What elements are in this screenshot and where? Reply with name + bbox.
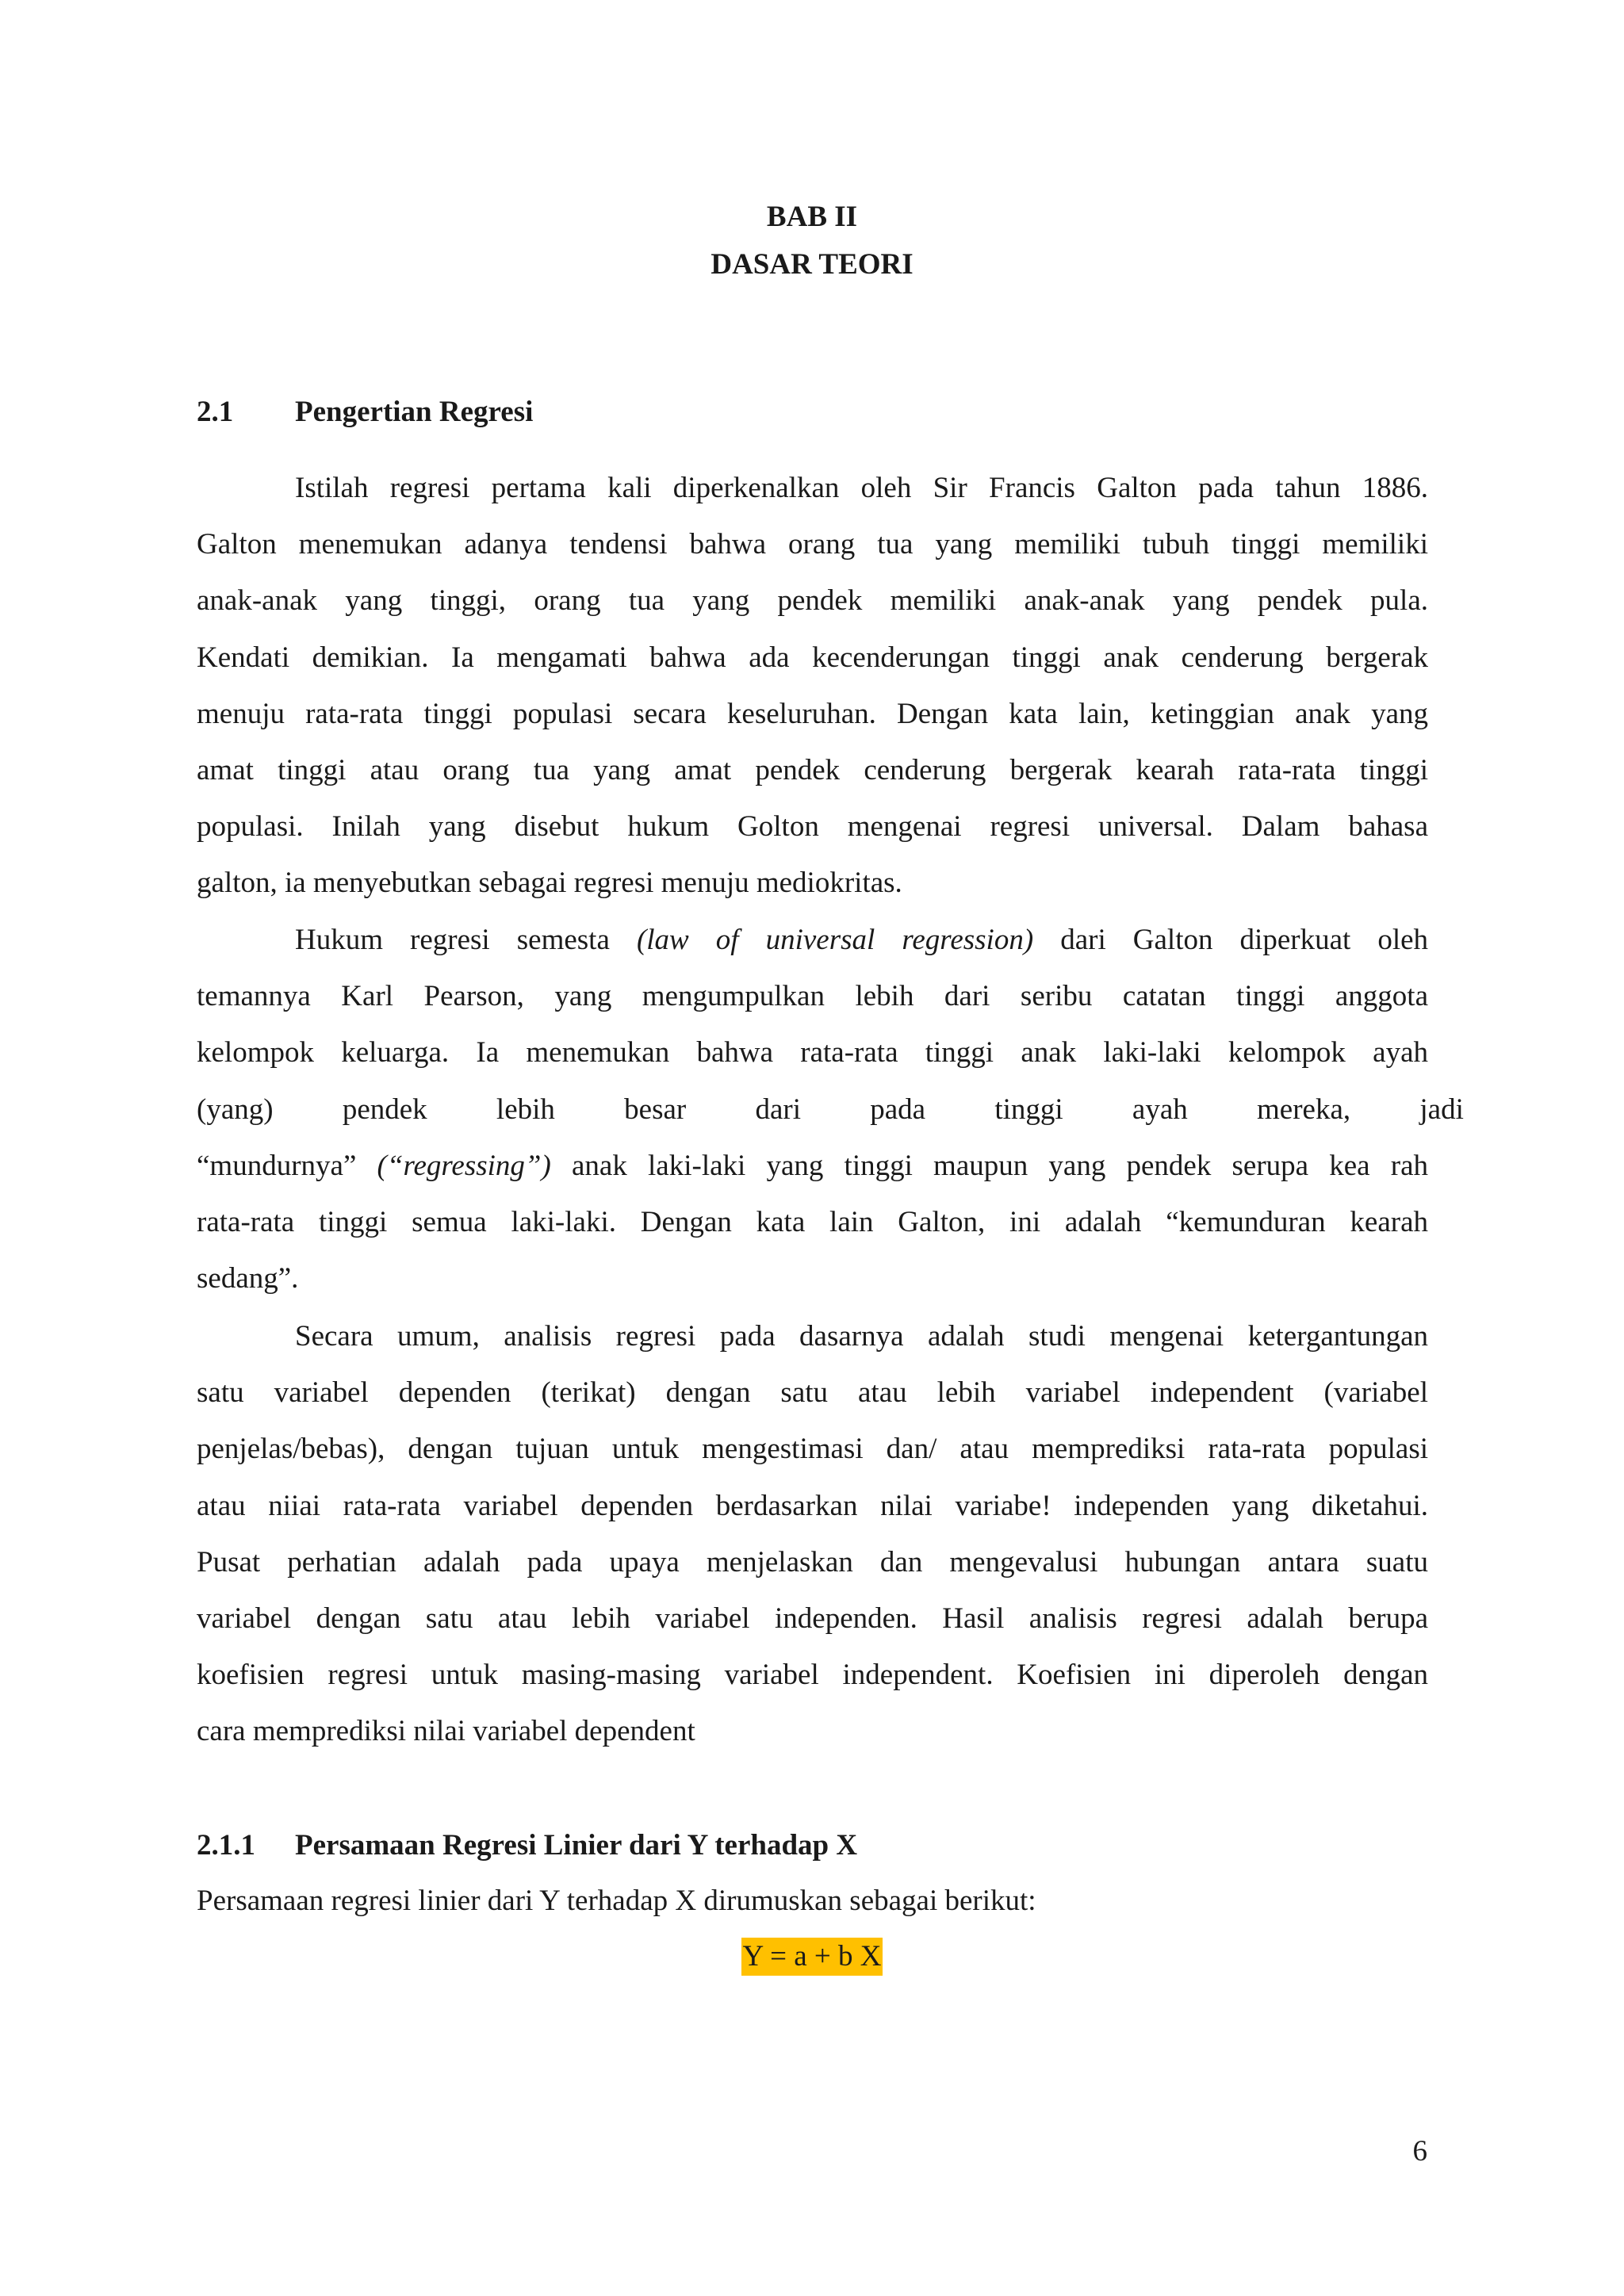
text-line: variabel dengan satu atau lebih variabel independen. Hasil analisis regresi adalah berupa — [197, 1601, 1428, 1635]
section-number: 2.1.1 — [197, 1829, 255, 1862]
text-line: menuju rata-rata tinggi populasi secara keseluruhan. Dengan kata lain, ketinggian anak yang — [197, 697, 1428, 730]
text-line: Pusat perhatian adalah pada upaya menjelaskan dan mengevalusi hubungan antara suatu — [197, 1545, 1428, 1578]
text-line: amat tinggi atau orang tua yang amat pendek cenderung bergerak kearah rata-rata tinggi — [197, 753, 1428, 786]
chapter-title: DASAR TEORI — [710, 248, 914, 281]
text-line — [197, 912, 1428, 968]
text-line: penjelas/bebas), dengan tujuan untuk mengestimasi dan/ atau memprediksi rata-rata populasi — [197, 1433, 1428, 1466]
text-run: dari Galton diperkuat oleh — [1060, 924, 1429, 956]
section-heading-2-1 — [197, 388, 534, 436]
formula-container — [0, 1938, 1624, 1976]
text-line: Galton menemukan adanya tendensi bahwa orang tua yang memiliki tubuh tinggi memiliki — [197, 528, 1428, 561]
paragraph-3 — [197, 1308, 1428, 1760]
text-line: galton, ia menyebutkan sebagai regresi menuju mediokritas. — [197, 867, 902, 900]
text-line: koefisien regresi untuk masing-masing variabel independent. Koefisien ini diperoleh dengan — [197, 1659, 1428, 1692]
text-run: Hukum regresi semesta — [295, 924, 610, 956]
section-title: Persamaan Regresi Linier dari Y terhadap X — [295, 1829, 858, 1862]
text-line: (yang) pendek lebih besar dari pada tinggi ayah mereka, jadi — [197, 1093, 1464, 1126]
text-run: anak laki-laki yang tinggi maupun yang pendek serupa kea rah — [572, 1149, 1429, 1182]
section-heading-2-1-1 — [197, 1822, 858, 1869]
section-title: Pengertian Regresi — [295, 396, 534, 428]
paragraph-1 — [197, 460, 1428, 912]
italic-term: (law of universal regression) — [636, 924, 1034, 956]
paragraph-2 — [197, 912, 1464, 1307]
text-line: anak-anak yang tinggi, orang tua yang pendek memiliki anak-anak yang pendek pula. — [197, 584, 1428, 618]
text-run: “mundurnya” — [197, 1149, 357, 1182]
section-intro: Persamaan regresi linier dari Y terhadap X dirumuskan sebagai berikut: — [197, 1885, 1036, 1917]
regression-formula: Y = a + b X — [741, 1938, 883, 1976]
text-line: rata-rata tinggi semua laki-laki. Dengan kata lain Galton, ini adalah “kemunduran kearah — [197, 1205, 1428, 1238]
text-line: satu variabel dependen (terikat) dengan satu atau lebih variabel independent (variabel — [197, 1376, 1428, 1410]
text-line — [197, 1138, 1428, 1194]
chapter-label: BAB II — [766, 201, 858, 233]
text-line: Istilah regresi pertama kali diperkenalkan oleh Sir Francis Galton pada tahun 1886. — [295, 472, 1428, 504]
page-number: 6 — [1412, 2135, 1427, 2168]
text-line: Kendati demikian. Ia mengamati bahwa ada kecenderungan tinggi anak cenderung bergerak — [197, 641, 1428, 674]
text-line: kelompok keluarga. Ia menemukan bahwa rata-rata tinggi anak laki-laki kelompok ayah — [197, 1036, 1428, 1070]
italic-term: (“regressing”) — [377, 1149, 551, 1182]
text-line: Secara umum, analisis regresi pada dasarnya adalah studi mengenai ketergantungan — [295, 1320, 1428, 1353]
text-line: cara memprediksi nilai variabel dependent — [197, 1715, 695, 1748]
section-number: 2.1 — [197, 396, 234, 428]
text-line: atau niiai rata-rata variabel dependen berdasarkan nilai variabe! independen yang diketahui. — [197, 1489, 1428, 1522]
text-line: temannya Karl Pearson, yang mengumpulkan lebih dari seribu catatan tinggi anggota — [197, 980, 1428, 1013]
text-line: sedang”. — [197, 1262, 299, 1295]
text-line: populasi. Inilah yang disebut hukum Golton mengenai regresi universal. Dalam bahasa — [197, 810, 1428, 844]
